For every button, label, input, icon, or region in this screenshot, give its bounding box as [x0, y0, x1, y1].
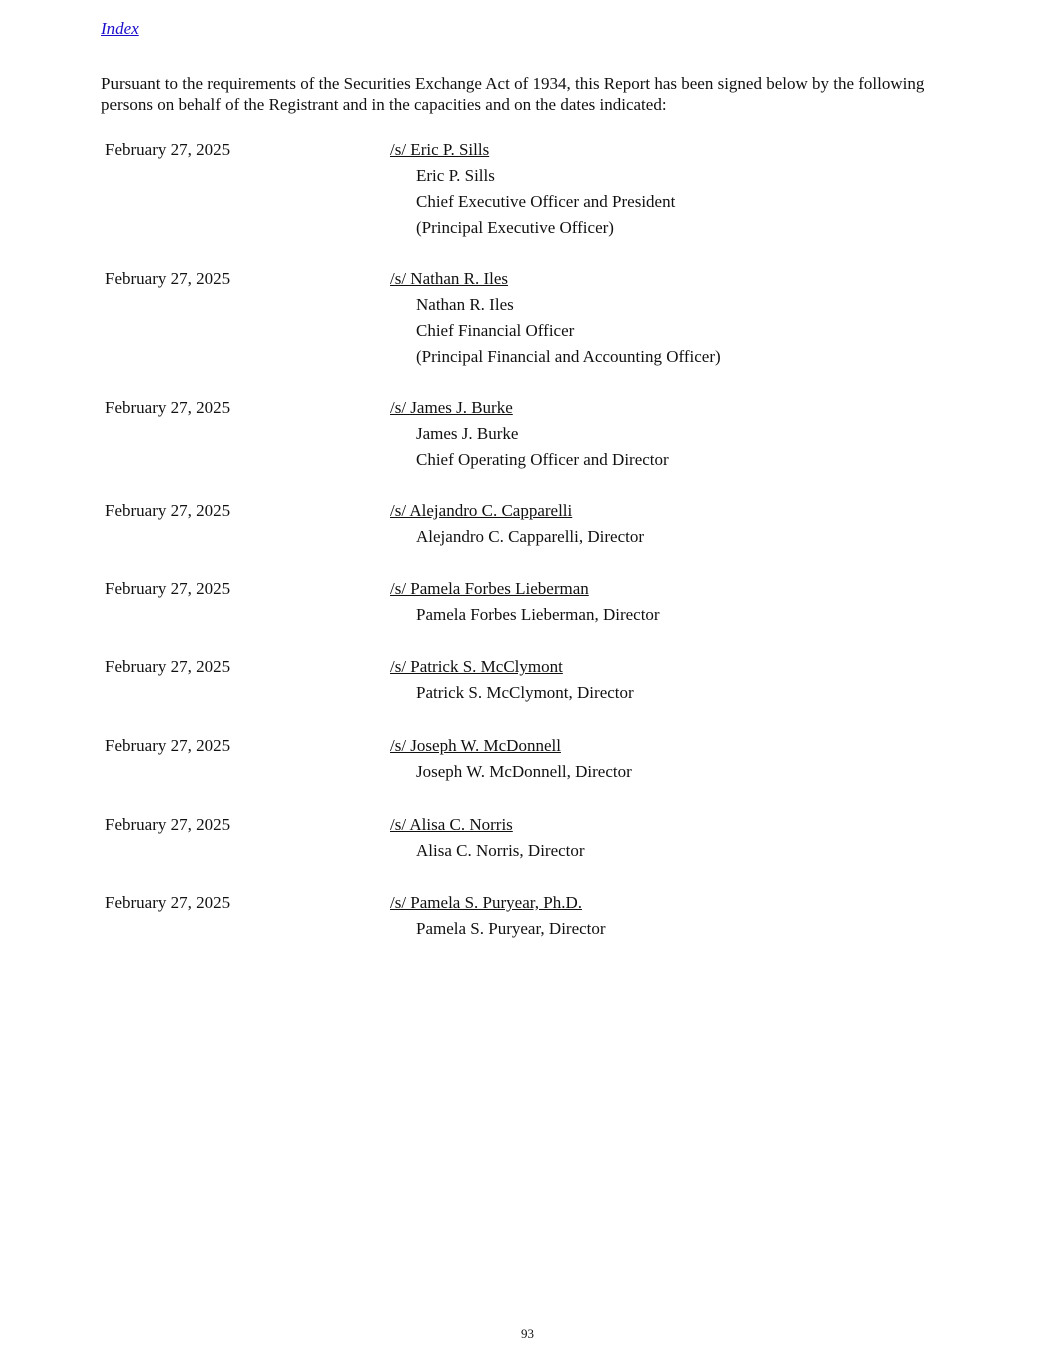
signature-line: /s/ Alejandro C. Capparelli [390, 501, 573, 520]
signature-date: February 27, 2025 [105, 140, 231, 159]
signature-line: /s/ Eric P. Sills [390, 140, 490, 159]
signature-line: /s/ Joseph W. McDonnell [390, 736, 561, 755]
signature-date: February 27, 2025 [105, 269, 231, 288]
signer-name: Patrick S. McClymont, Director [416, 683, 634, 702]
signature-line: /s/ Alisa C. Norris [390, 815, 513, 834]
signer-title: Chief Financial Officer [416, 321, 575, 340]
signer-title: Chief Executive Officer and President [416, 192, 676, 211]
signature-line: /s/ Pamela S. Puryear, Ph.D. [390, 893, 582, 912]
signer-name: Pamela Forbes Lieberman, Director [416, 605, 660, 624]
signature-date: February 27, 2025 [105, 893, 231, 912]
signature-line: /s/ Pamela Forbes Lieberman [390, 579, 589, 598]
intro-paragraph: Pursuant to the requirements of the Securities Exchange Act of 1934, this Report has been signed below by the following persons on behalf of the Registrant and in the capacities and on the dates indicated: [101, 74, 925, 114]
signer-name: Eric P. Sills [416, 166, 495, 185]
signature-date: February 27, 2025 [105, 657, 231, 676]
signer-role: (Principal Financial and Accounting Officer) [416, 347, 721, 366]
signer-name: James J. Burke [416, 424, 519, 443]
signature-line: /s/ Nathan R. Iles [390, 269, 509, 288]
signature-date: February 27, 2025 [105, 736, 231, 755]
signer-name: Joseph W. McDonnell, Director [416, 762, 632, 781]
signature-date: February 27, 2025 [105, 579, 231, 598]
signer-name: Alejandro C. Capparelli, Director [416, 527, 645, 546]
signature-date: February 27, 2025 [105, 815, 231, 834]
signer-title: Chief Operating Officer and Director [416, 450, 669, 469]
signer-role: (Principal Executive Officer) [416, 218, 614, 237]
signature-date: February 27, 2025 [105, 501, 231, 520]
signer-name: Alisa C. Norris, Director [416, 841, 585, 860]
page-number: 93 [521, 1326, 534, 1341]
index-link[interactable]: Index [101, 19, 139, 38]
signature-line: /s/ Patrick S. McClymont [390, 657, 563, 676]
signer-name: Pamela S. Puryear, Director [416, 919, 606, 938]
signer-name: Nathan R. Iles [416, 295, 514, 314]
signature-date: February 27, 2025 [105, 398, 231, 417]
signature-line: /s/ James J. Burke [390, 398, 513, 417]
